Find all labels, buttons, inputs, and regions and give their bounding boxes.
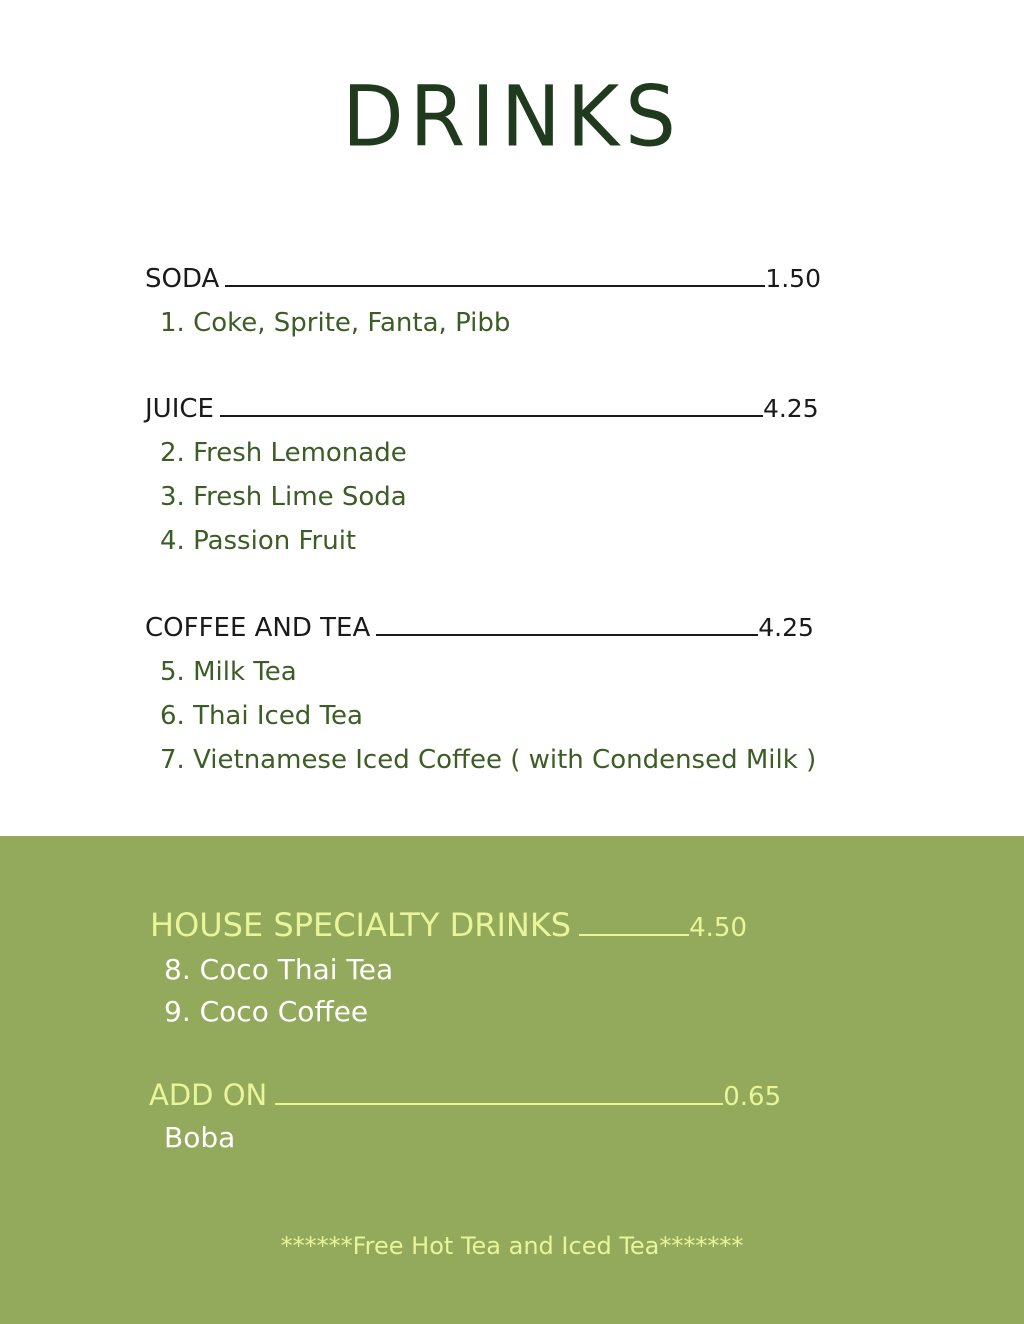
leader-line: [275, 1103, 723, 1105]
leader-line: [220, 415, 763, 417]
menu-item: 4. Passion Fruit: [160, 526, 357, 556]
section-heading-soda: [145, 264, 821, 294]
footer-note: ******Free Hot Tea and Iced Tea*******: [280, 1232, 744, 1260]
page-title: DRINKS: [342, 67, 682, 166]
section-name: HOUSE SPECIALTY DRINKS: [150, 906, 572, 944]
section-heading-specialty: [150, 906, 747, 944]
section-price: 1.50: [765, 264, 821, 293]
leader-line: [225, 285, 765, 287]
section-price: 0.65: [723, 1082, 782, 1112]
section-name: SODA: [145, 264, 220, 294]
menu-item: 1. Coke, Sprite, Fanta, Pibb: [160, 308, 511, 338]
section-price: 4.25: [762, 394, 819, 423]
menu-item: 5. Milk Tea: [160, 657, 297, 687]
section-heading-add-on: [149, 1078, 781, 1112]
menu-item: 8. Coco Thai Tea: [164, 953, 394, 986]
section-name: ADD ON: [149, 1078, 268, 1112]
menu-item: 2. Fresh Lemonade: [160, 438, 407, 468]
section-price: 4.25: [758, 613, 814, 642]
menu-item: Boba: [164, 1121, 236, 1154]
leader-line: [579, 934, 689, 936]
menu-item: 6. Thai Iced Tea: [160, 701, 363, 731]
menu-item: 3. Fresh Lime Soda: [160, 482, 407, 512]
section-name: JUICE: [145, 394, 214, 424]
menu-item: 9. Coco Coffee: [164, 995, 369, 1028]
menu-item: 7. Vietnamese Iced Coffee ( with Condensed Milk ): [160, 745, 817, 775]
section-price: 4.50: [689, 913, 747, 943]
section-heading-juice: [145, 394, 819, 424]
section-name: COFFEE AND TEA: [145, 613, 371, 643]
section-heading-coffee-tea: [145, 613, 814, 643]
leader-line: [376, 634, 758, 636]
